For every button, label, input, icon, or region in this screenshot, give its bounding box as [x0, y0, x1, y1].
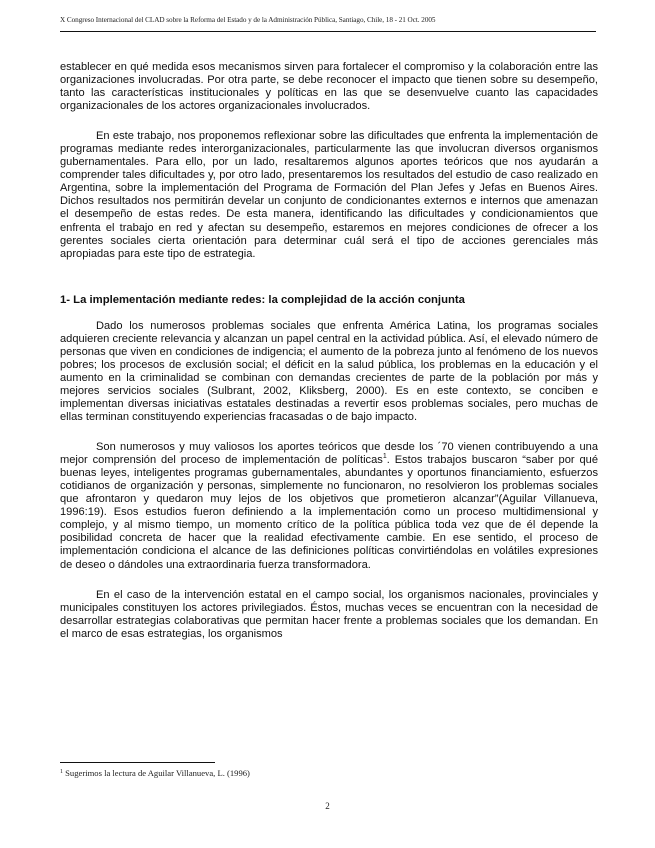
footnote-reference[interactable]: 1 — [382, 453, 387, 461]
paragraph-2: En este trabajo, nos proponemos reflexionar sobre las dificultades que enfrenta la implementación de programas mediante redes interorganizacionales, particularmente las que involucran diversos organismos gubernamentales. Para ello, por un lado, resaltaremos algunos aportes teóricos que nos ayudarán a comprender tales dificultades y, por otro lado, presentaremos los resultados del estudio de caso realizado en Argentina, sobre la implementación del Programa de Formación del Plan Jefes y Jefas en Buenos Aires. Dichos resultados nos permitirán develar un conjunto de condicionantes externos e internos que amenazan el desempeño de estas redes. De esta manera, identificando las dificultades y condicionamientos que enfrenta el trabajo en red y afectan su desempeño, estaremos en mejores condiciones de ofrecer a los gerentes sociales cierta orientación para determinar cuál será el tipo de acciones gerenciales más apropiadas para este tipo de estrategia. — [60, 130, 598, 260]
paragraph-4-part-1: Son numerosos y muy valiosos los aportes teóricos que desde los ´70 vienen contribuyendo a una mejor comprensión del proceso de implementación de políticas — [60, 441, 598, 467]
running-header: X Congreso Internacional del CLAD sobre la Reforma del Estado y de la Administración Pública, Santiago, Chile, 18 - 21 Oct. 2005 — [60, 16, 436, 24]
paragraph-1: establecer en qué medida esos mecanismos sirven para fortalecer el compromiso y la colaboración entre las organizaciones involucradas. Por otra parte, se debe reconocer el impacto que tienen sobre su desempeño, tanto las características institucionales y políticas en las que se desenvuelve cuanto las capacidades organizacionales de los actores organizacionales involucrados. — [60, 61, 598, 113]
footnote-mark: 1 — [60, 769, 63, 775]
paragraph-4 — [60, 441, 598, 571]
footnote-rule — [60, 762, 215, 763]
page-number: 2 — [325, 801, 330, 811]
body-text — [60, 61, 598, 641]
paragraph-3: Dado los numerosos problemas sociales que enfrenta América Latina, los programas sociales adquieren creciente relevancia y alcanzan un papel central en la actividad pública. Así, el elevado número de personas que viven en condiciones de indigencia; el aumento de la pobreza junto al fenómeno de los nuevos pobres; los procesos de exclusión social; el déficit en la salud pública, los problemas en la educación y el aumento en la criminalidad se combinan con demandas crecientes de parte de la población por más y mejores servicios sociales (Sulbrant, 2002, Kliksberg, 2000). Es en este contexto, se conciben e implementan diversas iniciativas estatales destinadas a revertir esos problemas sociales, pero muchas de ellas terminan constituyendo experiencias fracasadas o de bajo impacto. — [60, 319, 598, 424]
paragraph-5: En el caso de la intervención estatal en el campo social, los organismos nacionales, provinciales y municipales constituyen los actores privilegiados. Éstos, muchas veces se encuentran con la necesidad de desarrollar estrategias colaborativas que permitan hacer frente a problemas sociales que los demandan. En el marco de esas estrategias, los organismos — [60, 588, 598, 640]
footnote — [60, 768, 596, 778]
paragraph-4-part-2: . Estos trabajos buscaron “saber por qué buenas leyes, inteligentes programas gubernamentales, abundantes y oportunos financiamiento, esfuerzos cotidianos de organización y personas, simplemente no funcionaron, no resolvieron los problemas sociales que afrontaron y quedaron muy lejos de los objetivos que prometieron alcanzar”(Aguilar Villanueva, 1996:19). Esos estudios fueron definiendo a la implementación como un proceso multidimensional y complejo, y al mismo tiempo, un momento crítico de la política pública toda vez que de él depende la posibilidad concreta de hacer que la realidad efectivamente cambie. En ese sentido, el proceso de implementación condiciona el alcance de las definiciones políticas convirtiéndolas en volátiles expresiones de deseo o dándoles una extraordinaria fuerza transformadora. — [60, 454, 598, 571]
section-heading: 1- La implementación mediante redes: la complejidad de la acción conjunta — [60, 293, 465, 306]
footnote-text: Sugerimos la lectura de Aguilar Villanueva, L. (1996) — [65, 768, 250, 778]
header-rule — [60, 31, 596, 32]
